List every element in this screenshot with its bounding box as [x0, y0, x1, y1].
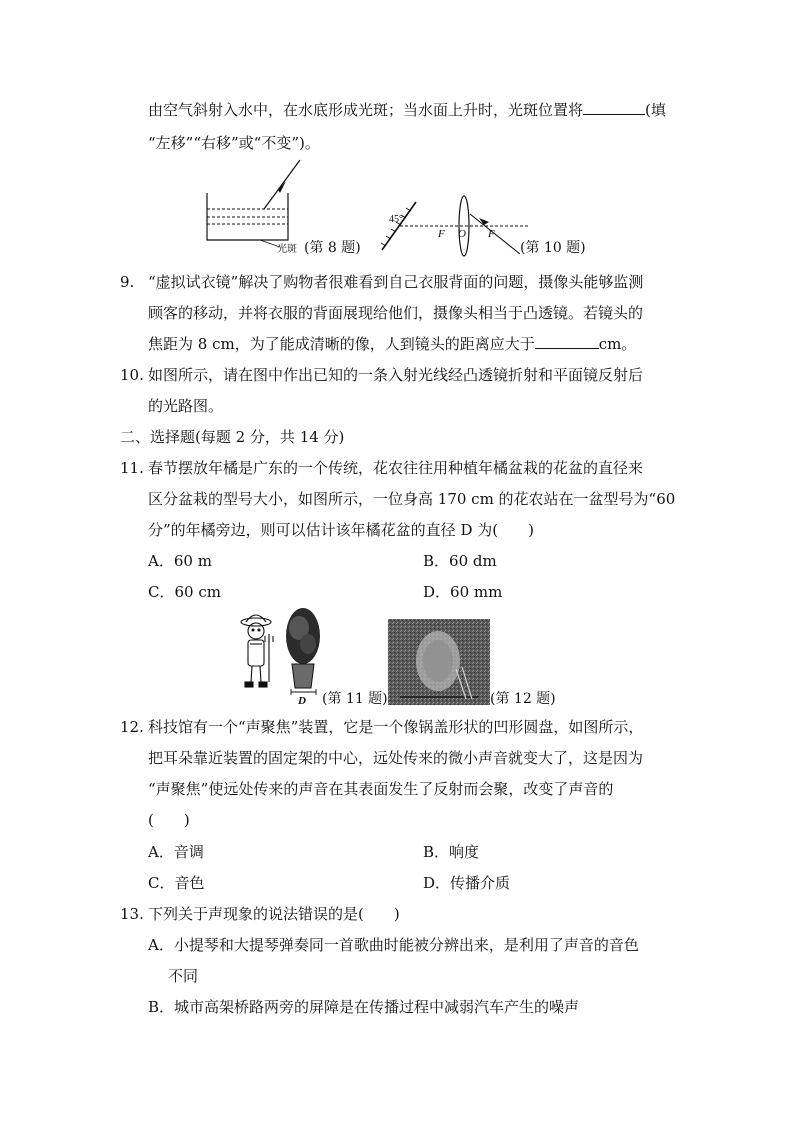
section-title: 二、选择题(每题 2 分，共 14 分)	[120, 428, 345, 446]
incident-ray	[264, 160, 300, 209]
ray-arrow	[278, 181, 286, 193]
q11-line2: 区分盆栽的型号大小，如图所示，一位身高 170 cm 的花农站在一盆型号为“60	[148, 490, 676, 508]
q12-option-b[interactable]: B．响度	[423, 843, 480, 861]
q8-line1-text: 由空气斜射入水中，在水底形成光斑；当水面上升时，光斑位置将	[148, 101, 584, 119]
q9-line3-end: cm。	[598, 335, 637, 353]
q12-line2: 把耳朵靠近装置的固定架的中心，远处传来的微小声音就变大了，这是因为	[148, 749, 644, 767]
q12-photo	[388, 619, 490, 705]
q12-option-c[interactable]: C．音色	[148, 874, 205, 892]
q11-line3: 分”的年橘旁边，则可以估计该年橘花盆的直径 D 为( )	[148, 521, 534, 539]
q11-option-b[interactable]: B．60 dm	[423, 552, 497, 570]
q12-number: 12.	[120, 718, 144, 736]
q8-figure	[200, 157, 310, 247]
q13-option-a-line1[interactable]: A．小提琴和大提琴弹奏同一首歌曲时能被分辨出来，是利用了声音的音色	[148, 936, 639, 954]
q11-option-c[interactable]: C．60 cm	[148, 583, 221, 601]
q12-caption: (第 12 题)	[490, 691, 556, 707]
q9-line2: 顾客的移动，并将衣服的背面展现给他们，摄像头相当于凸透镜。若镜头的	[148, 304, 644, 322]
farmer-illustration	[241, 615, 273, 687]
q10-number: 10.	[120, 366, 144, 384]
q10-incident-ray	[470, 214, 520, 254]
q13-line1: 下列关于声现象的说法错误的是( )	[148, 905, 400, 923]
q11-option-d[interactable]: D．60 mm	[423, 583, 503, 601]
q11-line1: 春节摆放年橘是广东的一个传统，花农往往用种植年橘盆栽的花盆的直径来	[148, 459, 644, 477]
q8-caption: (第 8 题)	[304, 240, 361, 256]
q8-line2: “左移”“右移”或“不变”)。	[148, 134, 320, 152]
q11-caption: (第 11 题)	[322, 691, 388, 707]
q10-caption: (第 10 题)	[520, 240, 586, 256]
q10-line1: 如图所示，请在图中作出已知的一条入射光线经凸透镜折射和平面镜反射后	[148, 366, 644, 384]
q11-number: 11.	[120, 459, 144, 477]
q9-line3-text: 焦距为 8 cm，为了能成清晰的像，人到镜头的距离应大于	[148, 335, 535, 353]
q8-line1-end: (填	[645, 101, 666, 119]
angle-label: 45°	[389, 214, 403, 225]
potted-plant-illustration	[286, 608, 320, 695]
q11-figure	[236, 606, 328, 698]
focus-left-label: F	[438, 228, 445, 240]
q12-option-a[interactable]: A．音调	[148, 843, 204, 861]
q13-option-b[interactable]: B．城市高架桥路两旁的屏障是在传播过程中减弱汽车产生的噪声	[148, 998, 580, 1016]
q12-option-d[interactable]: D．传播介质	[423, 874, 511, 892]
q13-number: 13.	[120, 905, 144, 923]
q12-line3: “声聚焦”使远处传来的声音在其表面发生了反射而会聚，改变了声音的	[148, 780, 614, 798]
q9-number: 9.	[120, 273, 135, 291]
focus-right-label: F	[488, 228, 495, 240]
lens-center-label: O	[458, 228, 466, 240]
q13-option-a-line2: 不同	[168, 967, 199, 985]
q12-line1: 科技馆有一个“声聚焦”装置，它是一个像锅盖形状的凹形圆盘，如图所示，	[148, 718, 644, 736]
q9-line1: “虚拟试衣镜”解决了购物者很难看到自己衣服背面的问题，摄像头能够监测	[148, 273, 644, 291]
answer-blank[interactable]	[583, 100, 645, 115]
q8-line1	[148, 100, 666, 120]
q10-line2: 的光路图。	[148, 397, 224, 415]
q8-spot-label: 光斑	[277, 244, 297, 255]
q11-diameter-label: D	[298, 695, 306, 707]
q12-answer-paren[interactable]: ( )	[148, 811, 190, 829]
q11-option-a[interactable]: A．60 m	[148, 552, 212, 570]
answer-blank[interactable]	[535, 334, 599, 349]
q9-line3	[148, 334, 636, 354]
